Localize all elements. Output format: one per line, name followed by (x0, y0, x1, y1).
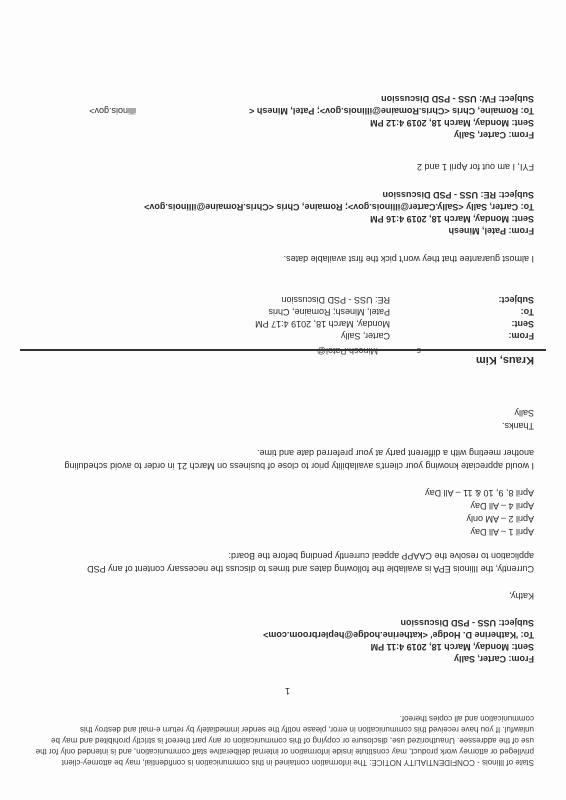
email1-to: To: 'Katherine D. Hodge' <katherine.hodge@heplerbroom.com> (263, 630, 534, 640)
email3-subject: Subject: RE: USS - PSD Discussion (382, 190, 534, 200)
email1-salutation: Kathy, (509, 591, 534, 601)
email2-from-value: Carter, Sally (340, 331, 390, 341)
email4-to-tail: illinois.gov> (89, 106, 136, 116)
email1-body-line: application to resolve the CAAPP appeal currently pending before the Board: (228, 551, 534, 561)
email2-body: I almost guarantee that they won't pick the first available dates. (283, 254, 534, 264)
available-date-item: April 2 – AM only (466, 514, 534, 524)
divider-line (20, 349, 546, 351)
confidentiality-notice: State of Illinois - CONFIDENTIALITY NOTICE: The information contained in this communication is confidential, may be attorney-client privileged or attorney work product, may constitute inside information or internal deliberative staff communication, and is intended only for the use of the addressee. Unauthorized use, disclosure or copying of this communication or any part thereof is strictly prohibited and may be unlawful. If you have received this communication in error, please notify the sender immediately by return e-mail and destroy this communication and all copies thereof. (35, 714, 534, 767)
email1-body-line: Currently, the Illinois EPA is available the following dates and times to discuss the necessary content of any PSD (87, 564, 534, 574)
email1-signature: Sally (514, 408, 534, 418)
email2-subject-label: Subject: (498, 295, 534, 305)
email4-to: To: Romaine, Chris <Chris.Romaine@illinois.gov>; Patel, Minesh < (249, 106, 534, 116)
email3-sent: Sent: Monday, March 18, 2019 4:16 PM (370, 214, 534, 224)
email3-to: To: Carter, Sally <Sally.Carter@illinois.gov>; Romaine, Chris <Chris.Romaine@illinois.gov> (144, 202, 534, 212)
email4-sent: Sent: Monday, March 18, 2019 4:12 PM (370, 118, 534, 128)
available-date-item: April 1 – All Day (470, 527, 534, 537)
cut-off-char: s (416, 346, 421, 356)
email2-from-label: From: (508, 331, 534, 341)
sender-name: Kraus, Kim (475, 354, 534, 366)
available-date-item: April 4 – All Day (470, 501, 534, 511)
email1-body-line: another meeting with a different party at your preferred date and time. (257, 448, 534, 458)
email3-from: From: Patel, Minesh (448, 226, 534, 236)
email2-sent-label: Sent: (511, 319, 534, 329)
cut-off-email: Minesh.Patel@ (316, 346, 378, 356)
email1-thanks: Thanks. (501, 421, 534, 431)
email1-body-line: I would appreciate knowing your client's availability prior to close of business on March 21 in order to avoid scheduling (64, 461, 534, 471)
email2-to-value: Patel, Minesh; Romaine, Chris (268, 307, 390, 317)
available-date-item: April 8, 9, 10 & 11 – All Day (425, 488, 534, 498)
email2-subject-value: RE: USS - PSD Discussion (281, 295, 390, 305)
email1-from: From: Carter, Sally (453, 654, 534, 664)
email3-body: FYI, I am out for April 1 and 2 (416, 162, 534, 172)
email4-from: From: Carter, Sally (453, 130, 534, 140)
email2-to-label: To: (520, 307, 534, 317)
email2-sent-value: Monday, March 18, 2019 4:17 PM (255, 319, 390, 329)
page-number: 1 (284, 686, 290, 696)
email4-subject: Subject: FW: USS - PSD Discussion (381, 94, 534, 104)
email1-subject: Subject: USS - PSD Discussion (400, 618, 534, 628)
email1-sent: Sent: Monday, March 18, 2019 4:11 PM (370, 642, 534, 652)
